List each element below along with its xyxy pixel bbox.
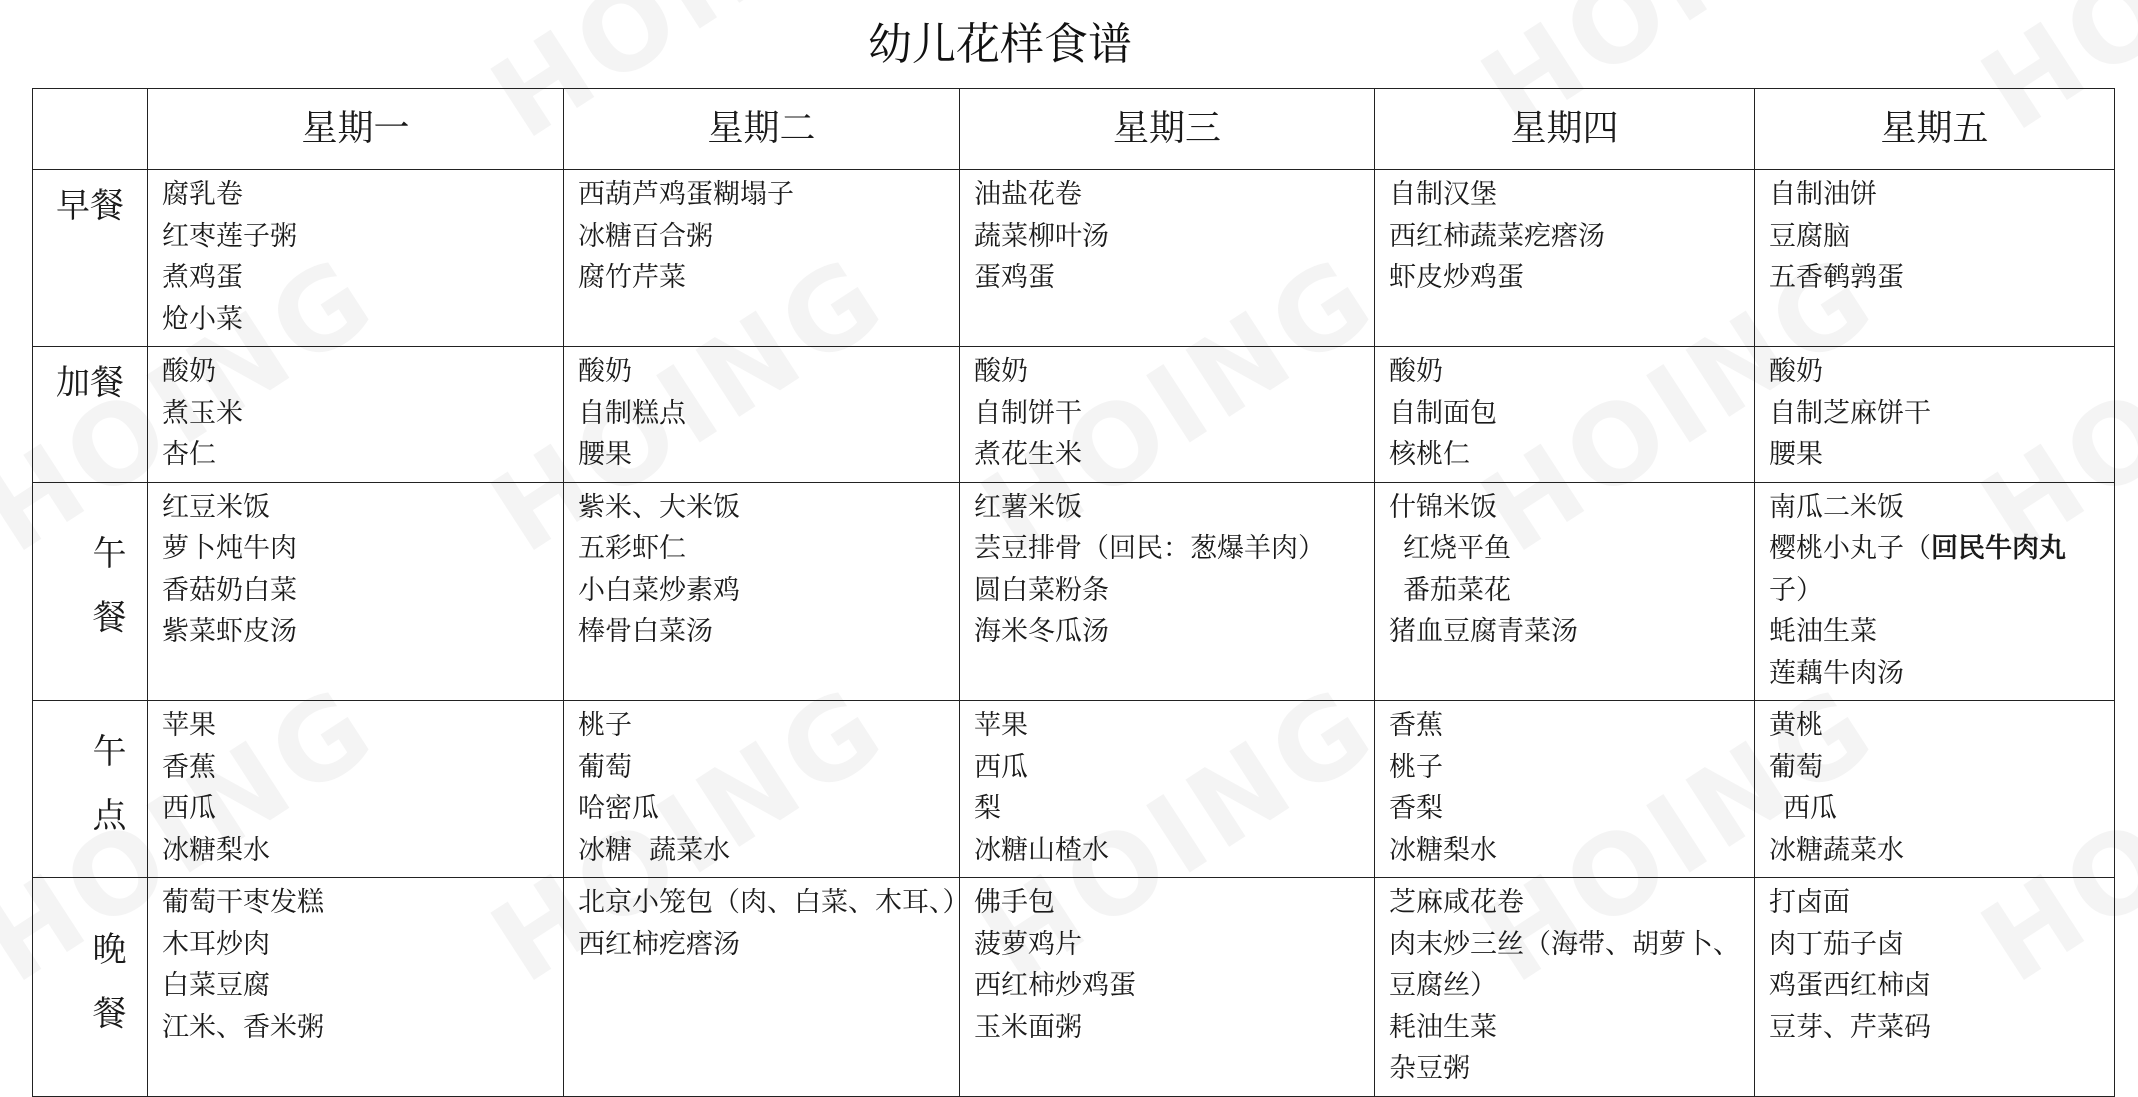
dish-item: 红豆米饭 xyxy=(162,491,270,523)
menu-cell xyxy=(564,878,970,1097)
menu-cell xyxy=(960,482,1375,701)
dish-item: 煮玉米 xyxy=(162,397,243,429)
dish-item xyxy=(1769,528,2114,570)
dish-item: 油盐花卷 xyxy=(974,179,1082,210)
dish-item: 葡萄 xyxy=(1769,751,1823,783)
meal-label: 加餐 xyxy=(33,347,148,483)
dish-item: 苹果 xyxy=(974,710,1028,741)
dish-item: 自制饼干 xyxy=(974,397,1082,429)
dish-text: 樱桃小丸子（ xyxy=(1769,533,1931,564)
dish-item: 桃子 xyxy=(578,710,632,741)
dish-item: 梨 xyxy=(974,793,1001,824)
menu-cell xyxy=(1375,170,1755,347)
dish-item: 腐乳卷 xyxy=(162,179,243,210)
dish-item: 自制面包 xyxy=(1389,397,1497,429)
menu-cell xyxy=(564,482,960,701)
dish-item: 海米冬瓜汤 xyxy=(974,616,1109,647)
dish-item: 冰糖 蔬菜水 xyxy=(578,834,731,866)
dish-item: 黄桃 xyxy=(1769,710,1823,741)
dish-item: 香蕉 xyxy=(1389,710,1443,741)
dish-item: 莲藕牛肉汤 xyxy=(1769,657,1904,689)
dish-item: 哈密瓜 xyxy=(578,793,659,824)
dish-item: 冰糖百合粥 xyxy=(578,220,713,252)
dish-item: 豆腐丝） xyxy=(1389,970,1497,1001)
menu-cell xyxy=(1755,347,2115,483)
dish-item: 打卤面 xyxy=(1769,887,1850,918)
dish-item: 蔬菜柳叶汤 xyxy=(974,220,1109,252)
dish-item: 自制汉堡 xyxy=(1389,179,1497,210)
dish-note-bold: 回民牛肉丸 xyxy=(1931,533,2066,564)
day-header: 星期五 xyxy=(1755,89,2115,170)
dish-item: 自制糕点 xyxy=(578,397,686,429)
dish-item: 炝小菜 xyxy=(162,303,243,335)
menu-cell xyxy=(1755,878,2115,1097)
menu-cell xyxy=(960,878,1375,1097)
dish-item: 肉末炒三丝（海带、胡萝卜、 xyxy=(1389,928,1740,960)
dish-item: 腰果 xyxy=(578,439,632,470)
dish-item: 棒骨白菜汤 xyxy=(578,616,713,647)
menu-cell xyxy=(148,482,564,701)
dish-item: 紫菜虾皮汤 xyxy=(162,616,297,647)
dish-item: 白菜豆腐 xyxy=(162,970,270,1001)
dish-item: 西瓜 xyxy=(162,793,216,824)
dish-item: 煮鸡蛋 xyxy=(162,262,243,293)
dish-item: 酸奶 xyxy=(974,356,1028,387)
menu-cell xyxy=(148,701,564,878)
menu-cell xyxy=(564,347,960,483)
dish-item: 腰果 xyxy=(1769,439,1823,470)
meal-label: 晚餐 xyxy=(33,878,148,1097)
dish-item: 苹果 xyxy=(162,710,216,741)
meal-label: 早餐 xyxy=(33,170,148,347)
dish-item: 五香鹌鹑蛋 xyxy=(1769,262,1904,293)
day-header: 星期四 xyxy=(1375,89,1755,170)
dish-item: 玉米面粥 xyxy=(974,1011,1082,1043)
dish-item: 酸奶 xyxy=(162,356,216,387)
dish-item: 西红柿炒鸡蛋 xyxy=(974,970,1136,1001)
menu-cell xyxy=(1755,701,2115,878)
dish-item: 猪血豆腐青菜汤 xyxy=(1389,616,1578,647)
dish-item: 煮花生米 xyxy=(974,439,1082,470)
dish-item: 杏仁 xyxy=(162,439,216,470)
menu-cell xyxy=(1375,482,1755,701)
menu-cell xyxy=(1375,701,1755,878)
dish-item: 自制油饼 xyxy=(1769,179,1877,210)
dish-item: 香蕉 xyxy=(162,751,216,783)
dish-item: 豆腐脑 xyxy=(1769,220,1850,252)
dish-item: 香梨 xyxy=(1389,793,1443,824)
dish-item: 圆白菜粉条 xyxy=(974,574,1109,606)
menu-cell xyxy=(148,170,564,347)
dish-item: 什锦米饭 xyxy=(1389,491,1497,523)
dish-item: 桃子 xyxy=(1389,751,1443,783)
dish-item: 虾皮炒鸡蛋 xyxy=(1389,262,1524,293)
day-header: 星期二 xyxy=(564,89,960,170)
dish-item: 肉丁茄子卤 xyxy=(1769,928,1904,960)
dish-item: 酸奶 xyxy=(1389,356,1443,387)
dish-item: 西瓜 xyxy=(1783,793,1837,824)
menu-table xyxy=(32,88,2115,1097)
dish-item: 子） xyxy=(1769,574,1823,606)
meal-label: 午点 xyxy=(33,701,148,878)
header-row xyxy=(33,89,2115,170)
dish-item: 小白菜炒素鸡 xyxy=(578,574,740,606)
dish-item: 冰糖梨水 xyxy=(162,834,270,866)
dish-item: 菠萝鸡片 xyxy=(974,928,1082,960)
dish-item: 冰糖山楂水 xyxy=(974,834,1109,866)
dish-item: 冰糖梨水 xyxy=(1389,834,1497,866)
dish-item: 西瓜 xyxy=(974,751,1028,783)
dish-item: 江米、香米粥 xyxy=(162,1011,324,1043)
dish-item: 耗油生菜 xyxy=(1389,1011,1497,1043)
dish-item: 葡萄 xyxy=(578,751,632,783)
dish-item: 酸奶 xyxy=(578,356,632,387)
dish-item: 北京小笼包（肉、白菜、木耳、） xyxy=(578,887,970,918)
dish-item: 南瓜二米饭 xyxy=(1769,491,1904,523)
dish-item: 鸡蛋西红柿卤 xyxy=(1769,970,1931,1001)
dish-item: 腐竹芹菜 xyxy=(578,262,686,293)
page-title: 幼儿花样食谱 xyxy=(868,19,1132,70)
dish-item: 蚝油生菜 xyxy=(1769,616,1877,647)
meal-row-dinner xyxy=(33,878,2115,1097)
dish-item: 红枣莲子粥 xyxy=(162,220,297,252)
dish-item: 豆芽、芹菜码 xyxy=(1769,1011,1931,1043)
dish-item: 芸豆排骨（回民：葱爆羊肉） xyxy=(974,533,1325,564)
dish-item: 佛手包 xyxy=(974,887,1055,918)
menu-cell xyxy=(564,701,960,878)
menu-cell xyxy=(960,170,1375,347)
dish-item: 冰糖蔬菜水 xyxy=(1769,834,1904,866)
dish-item: 酸奶 xyxy=(1769,356,1823,387)
dish-item: 自制芝麻饼干 xyxy=(1769,397,1931,429)
menu-cell xyxy=(960,347,1375,483)
dish-item: 西葫芦鸡蛋糊塌子 xyxy=(578,179,794,210)
menu-cell xyxy=(1375,347,1755,483)
menu-cell xyxy=(564,170,960,347)
dish-item: 红烧平鱼 xyxy=(1403,533,1511,564)
dish-item: 西红柿蔬菜疙瘩汤 xyxy=(1389,220,1605,252)
meal-row-lunch xyxy=(33,482,2115,701)
dish-item: 杂豆粥 xyxy=(1389,1053,1470,1084)
dish-item: 红薯米饭 xyxy=(974,491,1082,523)
meal-label: 午餐 xyxy=(33,482,148,701)
menu-cell xyxy=(148,878,564,1097)
dish-item: 木耳炒肉 xyxy=(162,928,270,960)
dish-item: 葡萄干枣发糕 xyxy=(162,887,324,918)
dish-item: 萝卜炖牛肉 xyxy=(162,533,297,564)
meal-row-breakfast xyxy=(33,170,2115,347)
menu-cell xyxy=(1375,878,1755,1097)
dish-item: 芝麻咸花卷 xyxy=(1389,887,1524,918)
dish-item: 西红柿疙瘩汤 xyxy=(578,928,740,960)
dish-item: 核桃仁 xyxy=(1389,439,1470,470)
day-header: 星期三 xyxy=(960,89,1375,170)
menu-cell xyxy=(148,347,564,483)
meal-row-snack xyxy=(33,347,2115,483)
dish-item: 五彩虾仁 xyxy=(578,533,686,564)
menu-cell xyxy=(1755,170,2115,347)
dish-item: 紫米、大米饭 xyxy=(578,491,740,523)
menu-cell xyxy=(960,701,1375,878)
dish-item: 香菇奶白菜 xyxy=(162,574,297,606)
menu-cell xyxy=(1755,482,2115,701)
corner-cell xyxy=(33,89,148,170)
day-header: 星期一 xyxy=(148,89,564,170)
dish-item: 蛋鸡蛋 xyxy=(974,262,1055,293)
dish-item: 番茄菜花 xyxy=(1403,574,1511,606)
meal-row-afternoon-snack xyxy=(33,701,2115,878)
